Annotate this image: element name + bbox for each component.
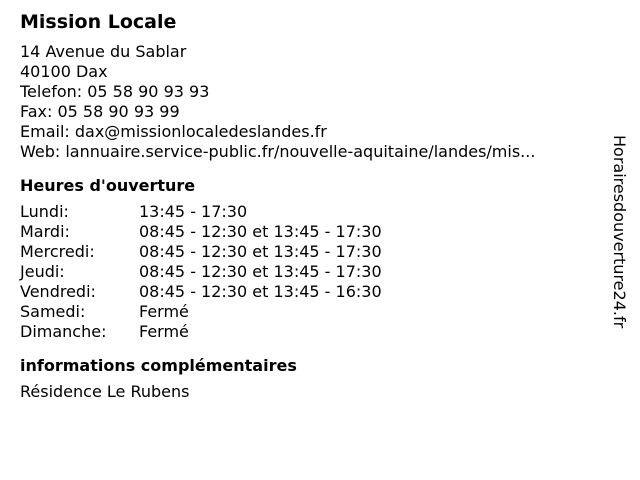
- time-value: 08:45 - 12:30 et 13:45 - 17:30: [139, 222, 382, 241]
- time-value: 08:45 - 12:30 et 13:45 - 16:30: [139, 282, 382, 301]
- time-value: Fermé: [139, 322, 189, 341]
- day-label: Lundi:: [20, 202, 69, 221]
- hours-row-mercredi: [20, 242, 610, 262]
- site-watermark: Horairesdouverture24.fr: [610, 135, 629, 329]
- hours-row-vendredi: [20, 282, 610, 302]
- day-label: Mardi:: [20, 222, 70, 241]
- day-label: Dimanche:: [20, 322, 107, 341]
- phone-line: Telefon: 05 58 90 93 93: [20, 82, 210, 101]
- day-label: Mercredi:: [20, 242, 95, 261]
- hours-row-mardi: [20, 222, 610, 242]
- hours-row-jeudi: [20, 262, 610, 282]
- hours-row-lundi: [20, 202, 610, 222]
- time-value: 08:45 - 12:30 et 13:45 - 17:30: [139, 242, 382, 261]
- email-line: Email: dax@missionlocaledeslandes.fr: [20, 122, 327, 141]
- listing-card: [20, 10, 610, 402]
- address-line-1: 14 Avenue du Sablar: [20, 42, 187, 61]
- info-heading: informations complémentaires: [20, 356, 297, 375]
- day-label: Samedi:: [20, 302, 86, 321]
- hours-row-dimanche: [20, 322, 610, 342]
- hours-heading: Heures d'ouverture: [20, 176, 196, 195]
- time-value: Fermé: [139, 302, 189, 321]
- web-line: Web: lannuaire.service-public.fr/nouvelle-aquitaine/landes/mis...: [20, 142, 536, 161]
- day-label: Jeudi:: [20, 262, 65, 281]
- fax-line: Fax: 05 58 90 93 99: [20, 102, 180, 121]
- hours-row-samedi: [20, 302, 610, 322]
- time-value: 08:45 - 12:30 et 13:45 - 17:30: [139, 262, 382, 281]
- day-label: Vendredi:: [20, 282, 96, 301]
- hours-table: [20, 202, 610, 342]
- address-line-2: 40100 Dax: [20, 62, 108, 81]
- info-text: Résidence Le Rubens: [20, 382, 190, 401]
- business-name: Mission Locale: [20, 11, 177, 33]
- time-value: 13:45 - 17:30: [139, 202, 248, 221]
